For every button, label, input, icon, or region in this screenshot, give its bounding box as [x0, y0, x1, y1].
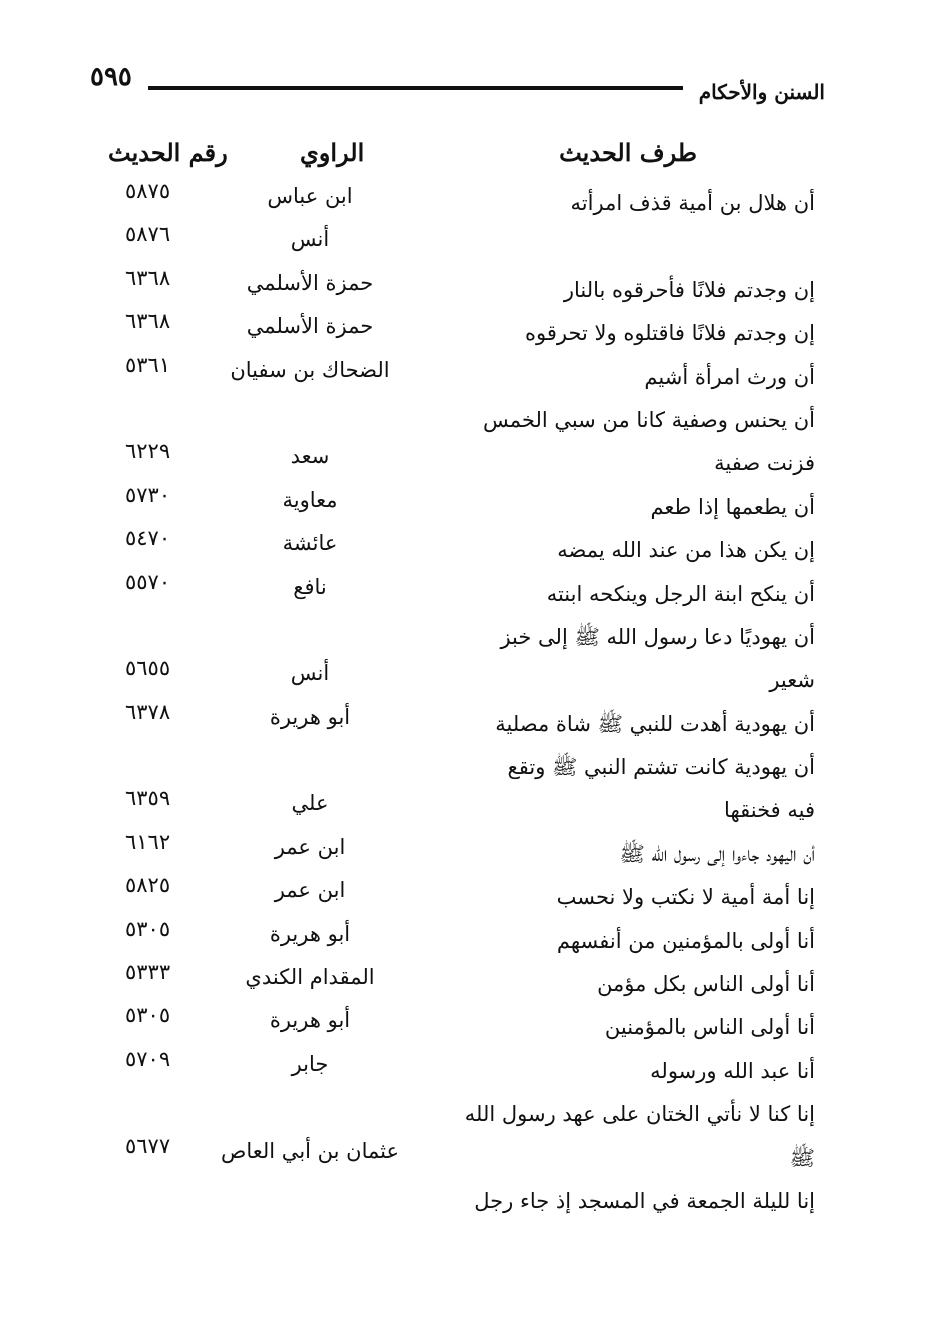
page-header	[90, 62, 825, 112]
hadith-number: ٦٣٦٨	[125, 265, 171, 290]
narrator-name: أبو هريرة	[269, 1008, 351, 1033]
hadith-text: أنا أولى الناس بكل مؤمن	[597, 972, 815, 997]
column-header-hadith: طرف الحديث	[559, 138, 697, 167]
hadith-number: ٦٣٦٨	[125, 309, 171, 334]
hadith-text: أن ينكح ابنة الرجل وينكحه ابنته	[546, 581, 815, 606]
header-rule	[148, 86, 683, 90]
narrator-name: معاوية	[282, 487, 338, 512]
hadith-text: أن هلال بن أمية قذف امرأته	[570, 191, 815, 215]
hadith-text: إن يكن هذا من عند الله يمضه	[557, 538, 815, 563]
hadith-text: أن اليهود جاءوا إلى رسول الله ﷺ	[619, 841, 815, 866]
hadith-number: ٥٣٦١	[125, 352, 171, 377]
hadith-text: أن ورث امرأة أشيم	[644, 364, 815, 389]
hadith-text: فيه فخنقها	[724, 798, 815, 823]
narrator-name: عثمان بن أبي العاص	[220, 1138, 400, 1163]
hadith-text: أن يطعمها إذا طعم	[650, 494, 815, 519]
narrator-name: أنس	[290, 661, 330, 686]
hadith-text: ﷺ	[789, 1145, 815, 1170]
running-title: السنن والأحكام	[698, 80, 825, 104]
table-row	[0, 1180, 925, 1223]
hadith-number: ٥٨٢٥	[125, 873, 171, 898]
hadith-text: أنا عبد الله ورسوله	[650, 1058, 815, 1083]
hadith-number: ٥٦٧٧	[125, 1133, 171, 1158]
hadith-text: شعير	[769, 668, 815, 693]
hadith-text: أن يهوديًا دعا رسول الله ﷺ إلى خبز	[500, 624, 815, 649]
narrator-name: نافع	[293, 574, 327, 599]
narrator-name: أنس	[290, 227, 330, 252]
narrator-name: ابن عمر	[274, 834, 346, 859]
narrator-name: أبو هريرة	[269, 921, 351, 946]
narrator-name: المقدام الكندي	[245, 965, 375, 990]
table-row	[0, 352, 925, 399]
hadith-text: إن وجدتم فلانًا فاقتلوه ولا تحرقوه	[524, 321, 815, 346]
hadith-text: أنا أولى بالمؤمنين من أنفسهم	[556, 928, 815, 953]
hadith-number: ٥٤٧٠	[125, 526, 171, 551]
hadith-number: ٥٣٠٥	[125, 916, 171, 941]
hadith-number: ٥٧٠٩	[125, 1046, 171, 1071]
narrator-name: سعد	[290, 444, 330, 469]
hadith-text: إنا كنا لا نأتي الختان على عهد رسول الله	[464, 1102, 815, 1127]
narrator-name: حمزة الأسلمي	[246, 314, 374, 339]
hadith-text: إن وجدتم فلانًا فأحرقوه بالنار	[563, 277, 815, 302]
table-row	[0, 699, 925, 746]
table-row	[0, 569, 925, 616]
hadith-number: ٦١٦٢	[125, 829, 171, 854]
narrator-name: أبو هريرة	[269, 704, 351, 729]
hadith-number: ٦٢٢٩	[125, 439, 171, 464]
page-number: ٥٩٥	[90, 62, 132, 92]
narrator-name: حمزة الأسلمي	[246, 270, 374, 295]
hadith-number: ٥٨٧٥	[125, 179, 171, 203]
hadith-text: أنا أولى الناس بالمؤمنين	[604, 1015, 815, 1040]
hadith-number: ٥٦٥٥	[125, 656, 171, 681]
narrator-name: ابن عمر	[274, 878, 346, 903]
hadith-number: ٥٣٣٣	[125, 960, 171, 985]
hadith-number: ٥٨٧٦	[125, 222, 171, 247]
hadith-number: ٥٧٣٠	[125, 482, 171, 507]
column-header-narrator: الراوي	[300, 138, 365, 167]
hadith-text: أن يهودية كانت تشتم النبي ﷺ وتقع	[507, 755, 815, 780]
table-row	[0, 1133, 925, 1180]
column-header-number: رقم الحديث	[108, 138, 228, 167]
hadith-text: إنا لليلة الجمعة في المسجد إذ جاء رجل	[474, 1188, 815, 1213]
hadith-number: ٦٣٥٩	[125, 786, 171, 811]
narrator-name: الضحاك بن سفيان	[230, 357, 390, 382]
narrator-name: عائشة	[282, 531, 338, 556]
hadith-number: ٥٥٧٠	[125, 569, 171, 594]
hadith-text: أن يحنس وصفية كانا من سبي الخمس	[482, 407, 815, 432]
index-table	[0, 179, 925, 1223]
hadith-number: ٥٣٠٥	[125, 1003, 171, 1028]
narrator-name: جابر	[291, 1051, 329, 1076]
hadith-text: فزنت صفية	[714, 451, 815, 476]
narrator-name: ابن عباس	[267, 184, 353, 208]
hadith-text: أن يهودية أهدت للنبي ﷺ شاة مصلية	[495, 711, 815, 736]
table-row	[0, 1046, 925, 1093]
hadith-text: إنا أمة أمية لا نكتب ولا نحسب	[556, 885, 815, 910]
narrator-name: علي	[291, 791, 329, 816]
hadith-number: ٦٣٧٨	[125, 699, 171, 724]
